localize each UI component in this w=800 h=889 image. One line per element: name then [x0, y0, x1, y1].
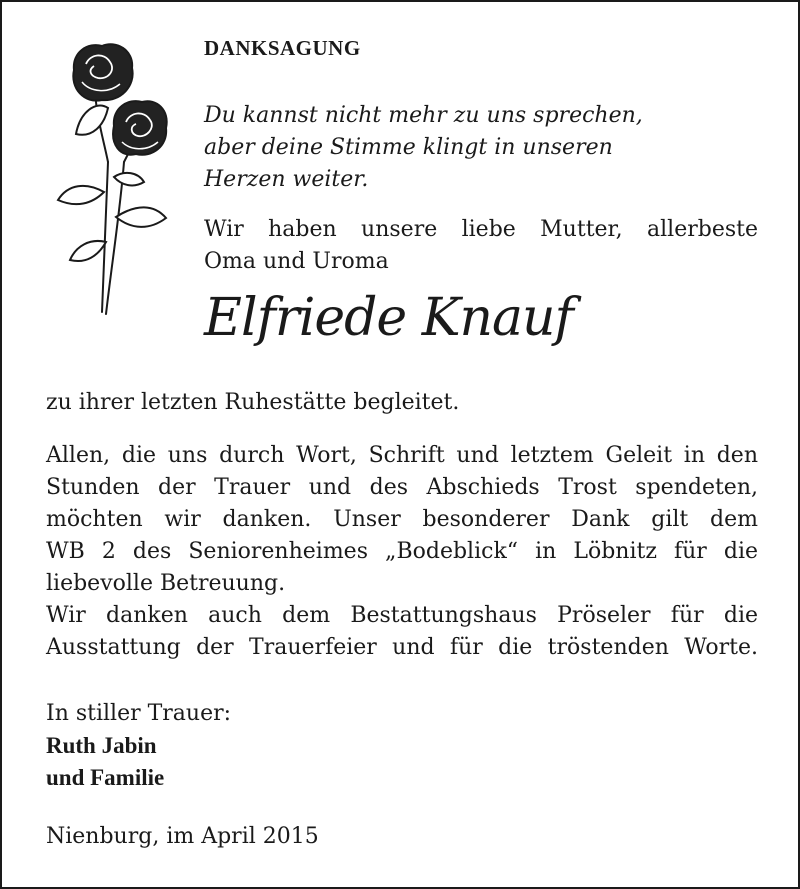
thanks-line: WB 2 des Seniorenheimes „Bodeblick“ in Löbnitz für die: [46, 539, 758, 564]
thanks-line: liebevolle Betreuung.: [46, 571, 286, 596]
thanks-line: Stunden der Trauer und des Abschieds Trost spendeten,: [46, 475, 758, 500]
signature-intro: In stiller Trauer:: [46, 701, 232, 726]
intro-text: [204, 214, 758, 278]
poem: [204, 100, 764, 196]
thanks-line: Allen, die uns durch Wort, Schrift und letztem Geleit in den: [46, 443, 758, 468]
poem-line: Herzen weiter.: [204, 167, 369, 192]
intro-line: Oma und Uroma: [204, 249, 389, 274]
signature: [46, 698, 231, 794]
poem-line: Du kannst nicht mehr zu uns sprechen,: [204, 103, 643, 128]
signature-family: und Familie: [46, 765, 165, 790]
signature-name: Ruth Jabin: [46, 733, 157, 758]
thanks-text: [46, 440, 758, 664]
accompanied-text: zu ihrer letzten Ruhestätte begleitet.: [46, 390, 460, 415]
heading: DANKSAGUNG: [204, 36, 361, 60]
thanks-line: Ausstattung der Trauerfeier und für die tröstenden Worte.: [46, 635, 758, 660]
place-date: Nienburg, im April 2015: [46, 824, 319, 849]
thanks-line: möchten wir danken. Unser besonderer Dank gilt dem: [46, 507, 758, 532]
poem-line: aber deine Stimme klingt in unseren: [204, 135, 613, 160]
deceased-name: Elfriede Knauf: [204, 288, 573, 348]
thanks-line: Wir danken auch dem Bestattungshaus Pröseler für die: [46, 603, 758, 628]
rose-icon: [46, 42, 176, 317]
intro-line: Wir haben unsere liebe Mutter, allerbeste: [204, 217, 758, 242]
